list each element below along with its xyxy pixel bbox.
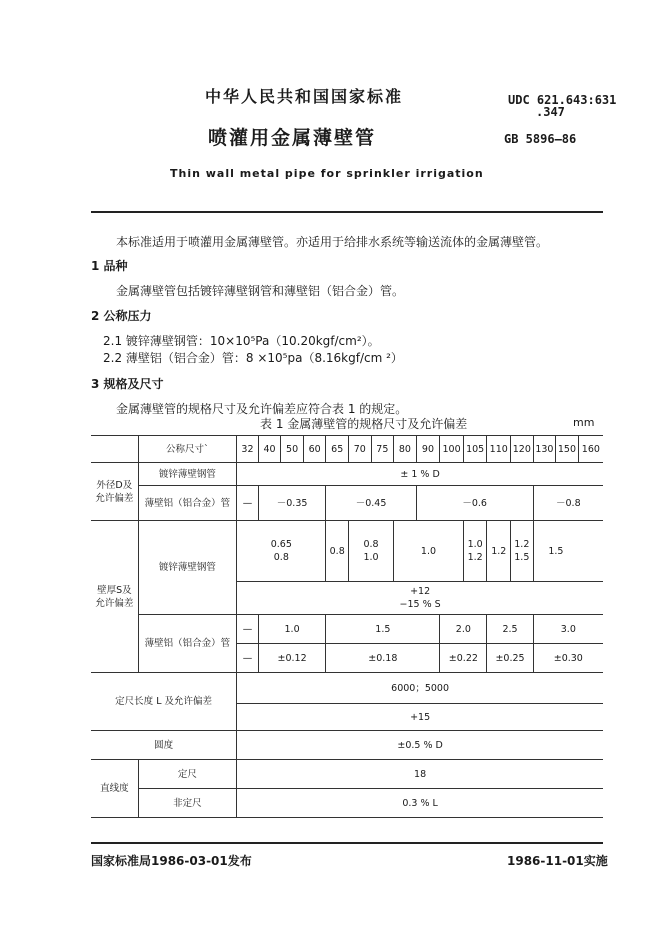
- size-cell: 65: [326, 436, 349, 463]
- issuing-organization: 中华人民共和国国家标准: [205, 87, 404, 106]
- table-row-straight-fixed: [91, 760, 603, 789]
- wall-steel-value: 1.5: [533, 521, 578, 582]
- publish-date: 国家标准局1986-03-01发布: [91, 854, 252, 868]
- straight-nonfixed-value: 0.3 % L: [237, 789, 603, 818]
- alu-pipe-label: 薄壁铝（铝合金）管: [138, 615, 237, 673]
- wall-alu-tol: —: [237, 644, 259, 673]
- table-caption: 表 1 金属薄壁管的规格尺寸及允许偏差: [260, 417, 468, 431]
- header-rule: [91, 211, 603, 213]
- size-cell: 60: [303, 436, 326, 463]
- table-row-od-alu: [91, 486, 603, 521]
- size-cell: 110: [487, 436, 511, 463]
- wall-alu-value: 1.5: [326, 615, 440, 644]
- od-alu-value: －0.8: [533, 486, 603, 521]
- wall-alu-tol: ±0.25: [487, 644, 533, 673]
- straightness-label: 直线度: [91, 760, 138, 818]
- table-row-wall-steel: [91, 521, 603, 582]
- wall-steel-value: 1.0: [394, 521, 464, 582]
- section-3-text: 金属薄壁管的规格尺寸及允许偏差应符合表 1 的规定。: [116, 402, 408, 416]
- unit-label: mm: [573, 416, 595, 429]
- table-row-od-steel: [91, 463, 603, 486]
- wall-steel-value: [511, 521, 534, 582]
- length-label: 定尺长度 L 及允许偏差: [91, 673, 237, 731]
- wall-alu-value: —: [237, 615, 259, 644]
- size-cell: 90: [416, 436, 440, 463]
- wall-steel-value: [463, 521, 487, 582]
- size-cell: 150: [556, 436, 579, 463]
- od-steel-tolerance: ± 1 % D: [237, 463, 603, 486]
- size-cell: 70: [348, 436, 371, 463]
- wall-steel-f2: 1.2: [467, 552, 483, 563]
- section-2-heading: 2 公称压力: [91, 309, 152, 323]
- wall-steel-value: [348, 521, 393, 582]
- corner-cell: [91, 436, 138, 463]
- effective-date: 1986-11-01实施: [507, 854, 608, 868]
- wall-steel-a: 0.65: [270, 539, 292, 550]
- wall-steel-f1: 1.0: [467, 539, 483, 550]
- size-cell: 75: [371, 436, 394, 463]
- table-row-length: [91, 673, 603, 704]
- title-chinese: 喷灌用金属薄壁管: [208, 127, 377, 149]
- intro-paragraph: 本标准适用于喷灌用金属薄壁管。亦适用于给排水系统等输送流体的金属薄壁管。: [116, 235, 549, 249]
- udc-line-1: UDC 621.643:631: [508, 93, 617, 107]
- size-cell: 160: [578, 436, 603, 463]
- section-1-heading: 1 品种: [91, 259, 128, 273]
- wall-steel-value: 1.2: [487, 521, 511, 582]
- table-row-straight-nonfixed: [91, 789, 603, 818]
- straight-fixed-label: 定尺: [138, 760, 237, 789]
- od-alu-value: —: [237, 486, 259, 521]
- size-cell: 100: [440, 436, 464, 463]
- od-alu-value: －0.35: [258, 486, 326, 521]
- wall-steel-b: 0.8: [273, 552, 289, 563]
- size-cell: 50: [281, 436, 304, 463]
- size-cell: 40: [258, 436, 281, 463]
- roundness-label: 圆度: [91, 731, 237, 760]
- size-cell: 32: [237, 436, 259, 463]
- od-group-label: 外径D及 允许偏差: [91, 463, 138, 521]
- wall-steel-value: 0.8: [326, 521, 349, 582]
- table-row-roundness: [91, 731, 603, 760]
- steel-pipe-label: 镀锌薄壁钢管: [138, 521, 237, 615]
- footer-rule: [91, 842, 603, 844]
- roundness-value: ±0.5 % D: [237, 731, 603, 760]
- od-alu-value: －0.6: [416, 486, 533, 521]
- wall-steel-d2: 1.0: [363, 552, 379, 563]
- udc-line-2: .347: [536, 105, 565, 119]
- size-cell: 120: [511, 436, 534, 463]
- wall-alu-tol: ±0.30: [533, 644, 603, 673]
- title-english: Thin wall metal pipe for sprinkler irrigation: [170, 167, 484, 180]
- table-row-wall-alu: [91, 615, 603, 644]
- size-cell: 105: [463, 436, 487, 463]
- steel-pipe-label: 镀锌薄壁钢管: [138, 463, 237, 486]
- table-row-nominal: [91, 436, 603, 463]
- section-3-heading: 3 规格及尺寸: [91, 377, 164, 391]
- size-cell: 130: [533, 436, 556, 463]
- gb-number: GB 5896—86: [504, 132, 577, 146]
- length-tolerance: +15: [237, 704, 603, 731]
- straight-nonfixed-label: 非定尺: [138, 789, 237, 818]
- alu-pipe-label: 薄壁铝（铝合金）管: [138, 486, 237, 521]
- od-alu-value: －0.45: [326, 486, 416, 521]
- spec-table: [91, 435, 603, 818]
- wall-alu-tol: ±0.12: [258, 644, 326, 673]
- wall-steel-value: [237, 521, 326, 582]
- wall-steel-tolerance: +12 −15 % S: [237, 582, 603, 615]
- wall-alu-tol: ±0.18: [326, 644, 440, 673]
- section-2-2: 2.2 薄壁铝（铝合金）管：8 ×10⁵pa（8.16kgf/cm ²）: [103, 351, 403, 365]
- wall-alu-tol: ±0.22: [440, 644, 487, 673]
- wall-steel-h1: 1.2: [514, 539, 530, 550]
- size-cell: 80: [394, 436, 417, 463]
- wall-alu-value: 2.5: [487, 615, 533, 644]
- nominal-size-label: 公称尺寸`: [138, 436, 237, 463]
- section-1-text: 金属薄壁管包括镀锌薄壁钢管和薄壁铝（铝合金）管。: [116, 284, 405, 298]
- wall-alu-value: 2.0: [440, 615, 487, 644]
- section-2-1: 2.1 镀锌薄壁钢管：10×10⁵Pa（10.20kgf/cm²）。: [103, 334, 380, 348]
- straight-fixed-value: 18: [237, 760, 603, 789]
- wall-steel-h2: 1.5: [514, 552, 530, 563]
- wall-alu-value: 1.0: [258, 615, 326, 644]
- wall-steel-d1: 0.8: [363, 539, 379, 550]
- wall-alu-value: 3.0: [533, 615, 603, 644]
- udc-code: [508, 94, 616, 118]
- length-value: 6000；5000: [237, 673, 603, 704]
- wall-group-label: 壁厚S及 允许偏差: [91, 521, 138, 673]
